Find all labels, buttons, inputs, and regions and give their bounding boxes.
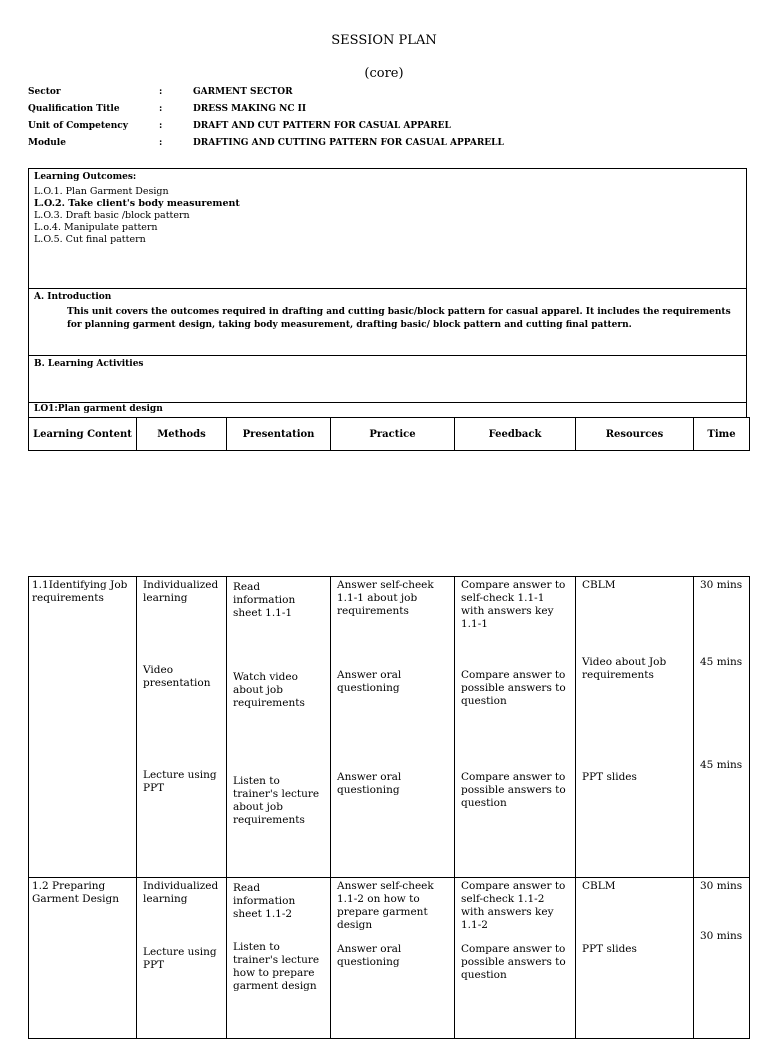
time-text: 45 mins	[700, 656, 743, 668]
feedback-text: Compare answer to self-check 1.1-2 with answers key 1.1-2	[461, 880, 566, 931]
presentation-text: Listen to trainer's lecture how to prepare garment design	[233, 941, 320, 992]
presentation-text: Read information sheet 1.1-1	[233, 581, 296, 619]
header-row	[29, 418, 750, 451]
meta-key: Module	[28, 138, 66, 148]
practice-text: Answer self-cheek 1.1-1 about job requirements	[337, 579, 434, 617]
introduction-box	[28, 288, 747, 356]
column-header-time: Time	[694, 418, 750, 451]
feedback-text: Compare answer to self-check 1.1-1 with answers key 1.1-1	[461, 579, 566, 630]
resource-text: Video about Job requirements	[582, 656, 667, 681]
resource-text: CBLM	[582, 880, 616, 892]
time-cell	[694, 878, 750, 1039]
meta-block	[28, 87, 748, 155]
time-text: 30 mins	[700, 930, 743, 942]
practice-cell	[331, 878, 455, 1039]
column-header-presentation: Presentation	[227, 418, 331, 451]
meta-key: Qualification Title	[28, 104, 120, 114]
learning-outcomes-heading: Learning Outcomes:	[34, 172, 137, 182]
meta-separator: :	[159, 138, 163, 148]
table-row	[29, 577, 750, 878]
meta-separator: :	[159, 87, 163, 97]
meta-separator: :	[159, 104, 163, 114]
resource-text: PPT slides	[582, 943, 637, 955]
method-text: Lecture using PPT	[143, 946, 217, 971]
lo1-title-box	[28, 402, 747, 418]
column-header-learning-content: Learning Content	[29, 418, 137, 451]
presentation-cell	[227, 577, 331, 878]
method-text: Video presentation	[143, 664, 211, 689]
learning-outcome-item: L.O.1. Plan Garment Design	[34, 186, 169, 197]
presentation-text: Read information sheet 1.1-2	[233, 882, 296, 920]
learning-activities-heading: B. Learning Activities	[34, 359, 144, 369]
resource-text: CBLM	[582, 579, 616, 591]
time-text: 30 mins	[700, 880, 743, 892]
learning-content-cell	[29, 878, 137, 1039]
methods-cell	[137, 878, 227, 1039]
meta-row-qualification	[28, 104, 748, 121]
meta-value: DRAFTING AND CUTTING PATTERN FOR CASUAL APPARELL	[193, 138, 504, 148]
meta-row-module	[28, 138, 748, 155]
feedback-text: Compare answer to possible answers to question	[461, 669, 566, 707]
activities-body-table	[28, 576, 750, 1039]
presentation-cell	[227, 878, 331, 1039]
introduction-heading: A. Introduction	[34, 292, 112, 302]
resources-cell	[576, 577, 694, 878]
learning-activities-box	[28, 355, 747, 403]
presentation-text: Watch video about job requirements	[233, 671, 305, 709]
page-subtitle: (core)	[364, 66, 404, 81]
practice-text: Answer oral questioning	[337, 669, 402, 694]
practice-cell	[331, 577, 455, 878]
presentation-text: Listen to trainer's lecture about job requirements	[233, 775, 320, 826]
feedback-text: Compare answer to possible answers to question	[461, 943, 566, 981]
feedback-cell	[455, 878, 576, 1039]
practice-text: Answer oral questioning	[337, 771, 402, 796]
lo1-title: LO1:Plan garment design	[34, 404, 163, 414]
method-text: Lecture using PPT	[143, 769, 217, 794]
resource-text: PPT slides	[582, 771, 637, 783]
resources-cell	[576, 878, 694, 1039]
meta-key: Sector	[28, 87, 61, 97]
time-text: 45 mins	[700, 759, 743, 771]
feedback-cell	[455, 577, 576, 878]
page-title: SESSION PLAN	[331, 33, 437, 48]
meta-value: DRESS MAKING NC II	[193, 104, 307, 114]
method-text: Individualized learning	[143, 880, 219, 905]
meta-value: DRAFT AND CUT PATTERN FOR CASUAL APPAREL	[193, 121, 451, 131]
method-text: Individualized learning	[143, 579, 219, 604]
learning-outcome-item: L.O.5. Cut final pattern	[34, 234, 146, 245]
methods-cell	[137, 577, 227, 878]
column-header-methods: Methods	[137, 418, 227, 451]
meta-row-unit	[28, 121, 748, 138]
activities-header-table	[28, 417, 750, 451]
practice-text: Answer oral questioning	[337, 943, 402, 968]
meta-key: Unit of Competency	[28, 121, 128, 131]
practice-text: Answer self-cheek 1.1-2 on how to prepare garment design	[337, 880, 434, 931]
meta-separator: :	[159, 121, 163, 131]
introduction-text: This unit covers the outcomes required in drafting and cutting basic/block pattern for casual apparel. It includes the requirements for planning garment design, taking body measurement, drafting basic/ block pattern and cutting final pattern.	[67, 307, 731, 330]
learning-outcome-item: L.O.3. Draft basic /block pattern	[34, 210, 190, 221]
meta-row-sector	[28, 87, 748, 104]
learning-content-text: 1.2 Preparing Garment Design	[32, 880, 120, 905]
table-row	[29, 878, 750, 1039]
learning-content-text: 1.1Identifying Job requirements	[32, 579, 128, 604]
time-text: 30 mins	[700, 579, 743, 591]
column-header-feedback: Feedback	[455, 418, 576, 451]
learning-content-cell	[29, 577, 137, 878]
learning-outcome-item: L.O.2. Take client's body measurement	[34, 198, 240, 209]
column-header-practice: Practice	[331, 418, 455, 451]
time-cell	[694, 577, 750, 878]
learning-outcomes-box	[28, 168, 747, 289]
feedback-text: Compare answer to possible answers to question	[461, 771, 566, 809]
learning-outcome-item: L.o.4. Manipulate pattern	[34, 222, 158, 233]
column-header-resources: Resources	[576, 418, 694, 451]
meta-value: GARMENT SECTOR	[193, 87, 293, 97]
